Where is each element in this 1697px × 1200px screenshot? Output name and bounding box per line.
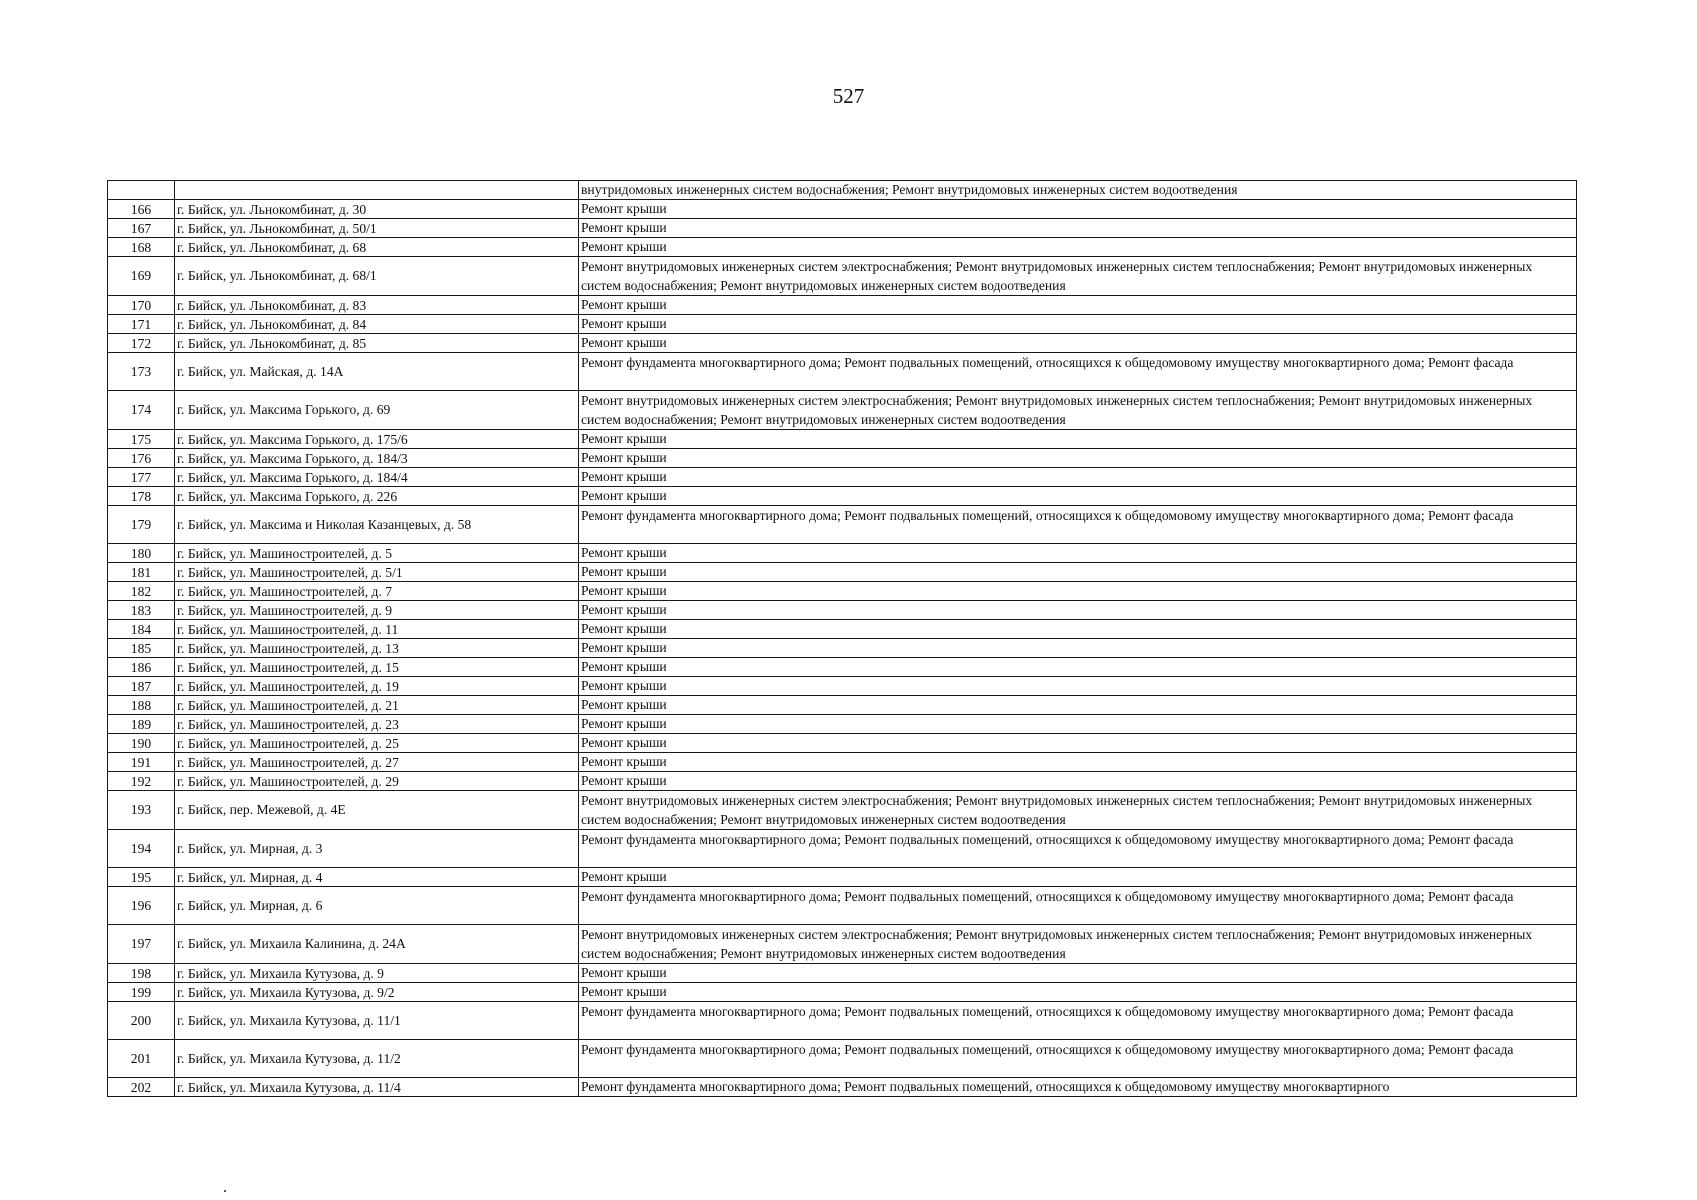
table-row (108, 677, 1577, 696)
works-cell: Ремонт фундамента многоквартирного дома; Ремонт подвальных помещений, относящихся к общедомовому имуществу многоквартирного дома; Ремонт фасада (579, 353, 1577, 391)
address-cell: г. Бийск, ул. Максима Горького, д. 175/6 (175, 430, 579, 449)
works-cell: Ремонт крыши (579, 715, 1577, 734)
address-cell: г. Бийск, ул. Машиностроителей, д. 13 (175, 639, 579, 658)
address-cell: г. Бийск, ул. Машиностроителей, д. 21 (175, 696, 579, 715)
address-cell: г. Бийск, ул. Машиностроителей, д. 19 (175, 677, 579, 696)
row-number-cell: 198 (108, 964, 175, 983)
row-number-cell: 196 (108, 887, 175, 925)
row-number-cell: 186 (108, 658, 175, 677)
row-number-cell: 192 (108, 772, 175, 791)
works-cell: Ремонт крыши (579, 983, 1577, 1002)
address-cell: г. Бийск, ул. Мирная, д. 3 (175, 830, 579, 868)
works-cell: Ремонт крыши (579, 753, 1577, 772)
works-cell: Ремонт крыши (579, 658, 1577, 677)
works-cell: Ремонт крыши (579, 334, 1577, 353)
works-cell: Ремонт фундамента многоквартирного дома; Ремонт подвальных помещений, относящихся к общедомовому имуществу многоквартирного (579, 1078, 1577, 1097)
address-cell: г. Бийск, ул. Машиностроителей, д. 9 (175, 601, 579, 620)
address-cell: г. Бийск, ул. Максима Горького, д. 226 (175, 487, 579, 506)
address-cell: г. Бийск, ул. Машиностроителей, д. 23 (175, 715, 579, 734)
works-cell: Ремонт крыши (579, 639, 1577, 658)
works-cell: Ремонт крыши (579, 315, 1577, 334)
table-row (108, 983, 1577, 1002)
works-cell: Ремонт крыши (579, 601, 1577, 620)
table-row (108, 925, 1577, 964)
works-cell: Ремонт крыши (579, 449, 1577, 468)
address-cell: г. Бийск, ул. Льнокомбинат, д. 83 (175, 296, 579, 315)
row-number-cell: 176 (108, 449, 175, 468)
row-number-cell: 175 (108, 430, 175, 449)
row-number-cell: 197 (108, 925, 175, 964)
table-row (108, 315, 1577, 334)
table-row (108, 257, 1577, 296)
address-cell: г. Бийск, ул. Мирная, д. 4 (175, 868, 579, 887)
works-cell: Ремонт внутридомовых инженерных систем электроснабжения; Ремонт внутридомовых инженерных систем теплоснабжения; Ремонт внутридомовых инженерных систем водоснабжения; Ремонт внутридомовых инженерных систем водоотведения (579, 925, 1577, 964)
table-row (108, 468, 1577, 487)
row-number-cell: 171 (108, 315, 175, 334)
works-cell: Ремонт крыши (579, 772, 1577, 791)
works-cell: Ремонт фундамента многоквартирного дома; Ремонт подвальных помещений, относящихся к общедомовому имуществу многоквартирного дома; Ремонт фасада (579, 1040, 1577, 1078)
works-cell: Ремонт крыши (579, 200, 1577, 219)
table-row (108, 715, 1577, 734)
table-row (108, 639, 1577, 658)
address-cell: г. Бийск, ул. Максима и Николая Казанцевых, д. 58 (175, 506, 579, 544)
table-row (108, 658, 1577, 677)
row-number-cell: 173 (108, 353, 175, 391)
works-cell: Ремонт крыши (579, 487, 1577, 506)
works-cell: Ремонт крыши (579, 468, 1577, 487)
table-row (108, 753, 1577, 772)
row-number-cell: 185 (108, 639, 175, 658)
table-row (108, 449, 1577, 468)
works-cell: Ремонт крыши (579, 868, 1577, 887)
address-cell: г. Бийск, ул. Машиностроителей, д. 11 (175, 620, 579, 639)
row-number-cell: 189 (108, 715, 175, 734)
table-row (108, 430, 1577, 449)
table-row (108, 544, 1577, 563)
address-cell: г. Бийск, ул. Максима Горького, д. 184/4 (175, 468, 579, 487)
row-number-cell: 202 (108, 1078, 175, 1097)
row-number-cell: 169 (108, 257, 175, 296)
works-cell: внутридомовых инженерных систем водоснабжения; Ремонт внутридомовых инженерных систем водоотведения (579, 181, 1577, 200)
table-row (108, 1002, 1577, 1040)
row-number-cell: 180 (108, 544, 175, 563)
row-number-cell: 170 (108, 296, 175, 315)
address-cell: г. Бийск, ул. Машиностроителей, д. 5/1 (175, 563, 579, 582)
table-row (108, 620, 1577, 639)
row-number-cell: 183 (108, 601, 175, 620)
table-row (108, 296, 1577, 315)
table-row (108, 964, 1577, 983)
table-row (108, 353, 1577, 391)
address-cell: г. Бийск, ул. Михаила Кутузова, д. 11/2 (175, 1040, 579, 1078)
row-number-cell: 191 (108, 753, 175, 772)
table-row (108, 238, 1577, 257)
row-number-cell: 172 (108, 334, 175, 353)
works-cell: Ремонт крыши (579, 544, 1577, 563)
row-number-cell: 190 (108, 734, 175, 753)
works-cell: Ремонт фундамента многоквартирного дома; Ремонт подвальных помещений, относящихся к общедомовому имуществу многоквартирного дома; Ремонт фасада (579, 887, 1577, 925)
address-cell: г. Бийск, ул. Максима Горького, д. 184/3 (175, 449, 579, 468)
address-cell (175, 181, 579, 200)
works-cell: Ремонт крыши (579, 238, 1577, 257)
address-cell: г. Бийск, ул. Михаила Калинина, д. 24А (175, 925, 579, 964)
table-row (108, 772, 1577, 791)
row-number-cell: 184 (108, 620, 175, 639)
works-cell: Ремонт внутридомовых инженерных систем электроснабжения; Ремонт внутридомовых инженерных систем теплоснабжения; Ремонт внутридомовых инженерных систем водоснабжения; Ремонт внутридомовых инженерных систем водоотведения (579, 257, 1577, 296)
works-cell: Ремонт крыши (579, 620, 1577, 639)
address-cell: г. Бийск, ул. Льнокомбинат, д. 30 (175, 200, 579, 219)
address-cell: г. Бийск, ул. Машиностроителей, д. 25 (175, 734, 579, 753)
row-number-cell: 168 (108, 238, 175, 257)
table-row (108, 734, 1577, 753)
address-cell: г. Бийск, ул. Михаила Кутузова, д. 11/1 (175, 1002, 579, 1040)
row-number-cell (108, 181, 175, 200)
row-number-cell: 188 (108, 696, 175, 715)
table-row (108, 601, 1577, 620)
address-cell: г. Бийск, ул. Льнокомбинат, д. 68/1 (175, 257, 579, 296)
table-row (108, 1040, 1577, 1078)
table-row (108, 334, 1577, 353)
address-cell: г. Бийск, ул. Машиностроителей, д. 5 (175, 544, 579, 563)
table-row (108, 563, 1577, 582)
row-number-cell: 166 (108, 200, 175, 219)
works-cell: Ремонт крыши (579, 734, 1577, 753)
works-cell: Ремонт внутридомовых инженерных систем электроснабжения; Ремонт внутридомовых инженерных систем теплоснабжения; Ремонт внутридомовых инженерных систем водоснабжения; Ремонт внутридомовых инженерных систем водоотведения (579, 791, 1577, 830)
address-cell: г. Бийск, ул. Льнокомбинат, д. 85 (175, 334, 579, 353)
works-cell: Ремонт крыши (579, 219, 1577, 238)
address-cell: г. Бийск, ул. Машиностроителей, д. 27 (175, 753, 579, 772)
table-row (108, 696, 1577, 715)
address-cell: г. Бийск, ул. Максима Горького, д. 69 (175, 391, 579, 430)
row-number-cell: 181 (108, 563, 175, 582)
address-cell: г. Бийск, ул. Машиностроителей, д. 7 (175, 582, 579, 601)
table-row (108, 219, 1577, 238)
row-number-cell: 195 (108, 868, 175, 887)
table-row (108, 391, 1577, 430)
works-cell: Ремонт фундамента многоквартирного дома; Ремонт подвальных помещений, относящихся к общедомовому имуществу многоквартирного дома; Ремонт фасада (579, 1002, 1577, 1040)
works-cell: Ремонт фундамента многоквартирного дома; Ремонт подвальных помещений, относящихся к общедомовому имуществу многоквартирного дома; Ремонт фасада (579, 830, 1577, 868)
table-row (108, 506, 1577, 544)
works-cell: Ремонт внутридомовых инженерных систем электроснабжения; Ремонт внутридомовых инженерных систем теплоснабжения; Ремонт внутридомовых инженерных систем водоснабжения; Ремонт внутридомовых инженерных систем водоотведения (579, 391, 1577, 430)
row-number-cell: 167 (108, 219, 175, 238)
address-cell: г. Бийск, ул. Михаила Кутузова, д. 9/2 (175, 983, 579, 1002)
address-cell: г. Бийск, ул. Мирная, д. 6 (175, 887, 579, 925)
table-row (108, 200, 1577, 219)
works-cell: Ремонт крыши (579, 677, 1577, 696)
scan-speck (224, 1190, 226, 1192)
works-cell: Ремонт крыши (579, 296, 1577, 315)
address-cell: г. Бийск, ул. Михаила Кутузова, д. 11/4 (175, 1078, 579, 1097)
row-number-cell: 194 (108, 830, 175, 868)
row-number-cell: 187 (108, 677, 175, 696)
address-cell: г. Бийск, ул. Машиностроителей, д. 15 (175, 658, 579, 677)
works-cell: Ремонт крыши (579, 964, 1577, 983)
table-body (108, 181, 1577, 1097)
address-cell: г. Бийск, ул. Михаила Кутузова, д. 9 (175, 964, 579, 983)
address-cell: г. Бийск, ул. Майская, д. 14А (175, 353, 579, 391)
row-number-cell: 174 (108, 391, 175, 430)
address-cell: г. Бийск, ул. Льнокомбинат, д. 50/1 (175, 219, 579, 238)
address-cell: г. Бийск, ул. Льнокомбинат, д. 68 (175, 238, 579, 257)
table-row (108, 887, 1577, 925)
table-row (108, 1078, 1577, 1097)
works-cell: Ремонт фундамента многоквартирного дома; Ремонт подвальных помещений, относящихся к общедомовому имуществу многоквартирного дома; Ремонт фасада (579, 506, 1577, 544)
address-cell: г. Бийск, пер. Межевой, д. 4Е (175, 791, 579, 830)
row-number-cell: 201 (108, 1040, 175, 1078)
works-cell: Ремонт крыши (579, 582, 1577, 601)
table-row (108, 582, 1577, 601)
works-cell: Ремонт крыши (579, 696, 1577, 715)
table-row (108, 868, 1577, 887)
table-row (108, 181, 1577, 200)
row-number-cell: 177 (108, 468, 175, 487)
table-row (108, 791, 1577, 830)
page-number: 527 (832, 84, 865, 108)
table-row (108, 487, 1577, 506)
row-number-cell: 200 (108, 1002, 175, 1040)
repair-works-table (107, 180, 1577, 1097)
row-number-cell: 182 (108, 582, 175, 601)
row-number-cell: 178 (108, 487, 175, 506)
works-cell: Ремонт крыши (579, 563, 1577, 582)
row-number-cell: 179 (108, 506, 175, 544)
address-cell: г. Бийск, ул. Льнокомбинат, д. 84 (175, 315, 579, 334)
works-cell: Ремонт крыши (579, 430, 1577, 449)
address-cell: г. Бийск, ул. Машиностроителей, д. 29 (175, 772, 579, 791)
row-number-cell: 199 (108, 983, 175, 1002)
table-row (108, 830, 1577, 868)
row-number-cell: 193 (108, 791, 175, 830)
